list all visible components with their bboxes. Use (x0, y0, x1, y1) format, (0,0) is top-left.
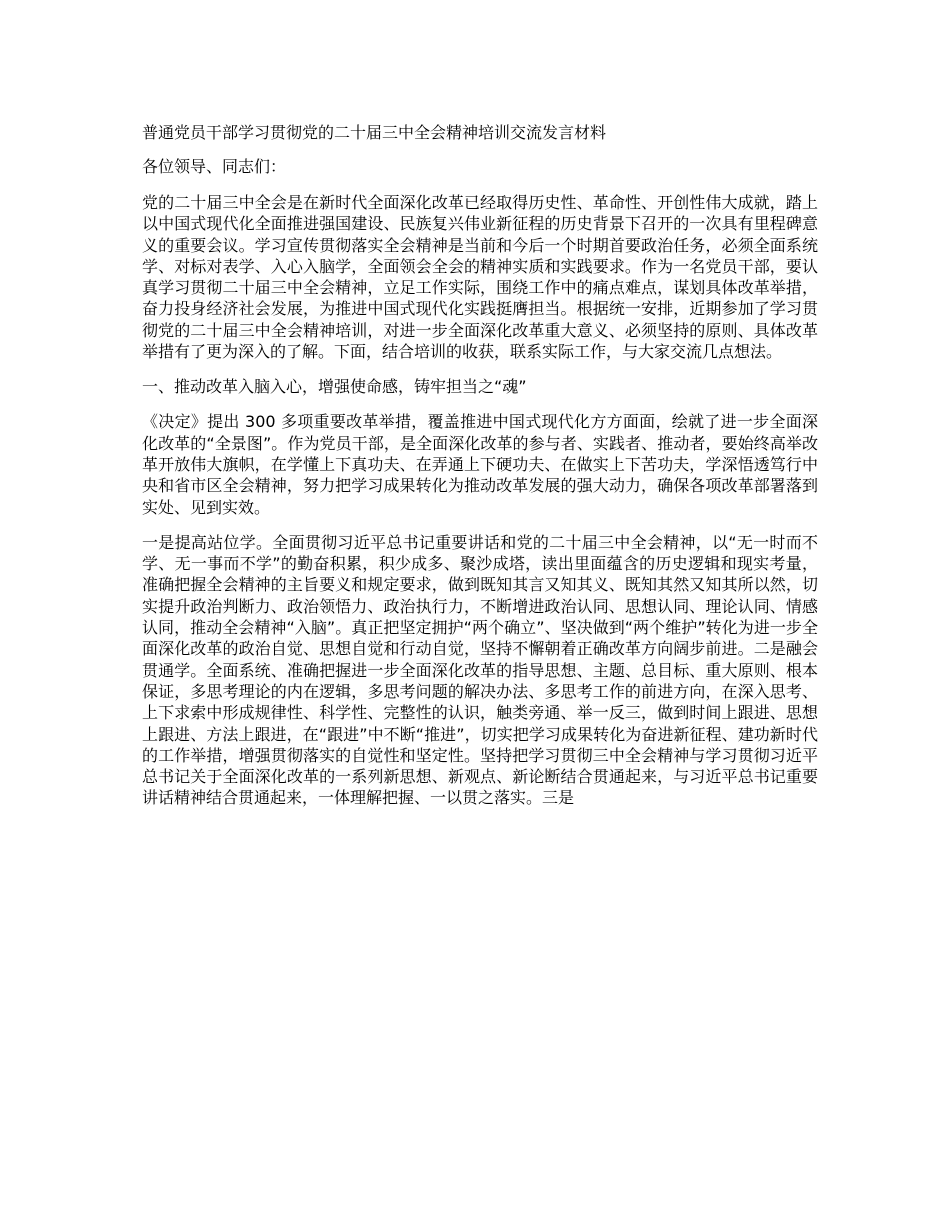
section-heading-1: 一、推动改革入脑入心，增强使命感，铸牢担当之“魂” (142, 377, 527, 397)
greeting: 各位领导、同志们： (142, 157, 287, 176)
document-title: 普通党员干部学习贯彻党的二十届三中全会精神培训交流发言材料 (142, 123, 607, 142)
document-body (142, 122, 818, 823)
intro-paragraph: 党的二十届三中全会是在新时代全面深化改革已经取得历史性、革命性、开创性伟大成就，踏上以中国式现代化全面推进强国建设、民族复兴伟业新征程的历史背景下召开的一次具有里程碑意义的重要会议。学习宣传贯彻落实全会精神是当前和今后一个时期首要政治任务，必须全面系统学、对标对表学、入心入脑学，全面领会全会的精神实质和实践要求。作为一名党员干部，要认真学习贯彻二十届三中全会精神，立足工作实际，围绕工作中的痛点难点，谋划具体改革举措，奋力投身经济社会发展，为推进中国式现代化实践挺膺担当。根据统一安排，近期参加了学习贯彻党的二十届三中全会精神培训，对进一步全面深化改革重大意义、必须坚持的原则、具体改革举措有了更为深入的了解。下面，结合培训的收获，联系实际工作，与大家交流几点想法。 (142, 193, 818, 362)
section1-paragraph-2: 一是提高站位学。全面贯彻习近平总书记重要讲话和党的二十届三中全会精神，以“无一时而不学、无一事而不学”的勤奋积累，积少成多、聚沙成塔，读出里面蕴含的历史逻辑和现实考量，准确把握全会精神的主旨要义和规定要求，做到既知其言又知其义、既知其然又知其所以然，切实提升政治判断力、政治领悟力、政治执行力，不断增进政治认同、思想认同、理论认同、情感认同，推动全会精神“入脑”。真正把坚定拥护“两个确立”、坚决做到“两个维护”转化为进一步全面深化改革的政治自觉、思想自觉和行动自觉，坚持不懈朝着正确改革方向阔步前进。二是融会贯通学。全面系统、准确把握进一步全面深化改革的指导思想、主题、总目标、重大原则、根本保证，多思考理论的内在逻辑，多思考问题的解决办法、多思考工作的前进方向，在深入思考、上下求索中形成规律性、科学性、完整性的认识，触类旁通、举一反三，做到时间上跟进、思想上跟进、方法上跟进，在“跟进”中不断“推进”，切实把学习成果转化为奋进新征程、建功新时代的工作举措，增强贯彻落实的自觉性和坚定性。坚持把学习贯彻三中全会精神与学习贯彻习近平总书记关于全面深化改革的一系列新思想、新观点、新论断结合贯通起来，与习近平总书记重要讲话精神结合贯通起来，一体理解把握、一以贯之落实。三是 (142, 532, 818, 808)
section1-paragraph-1: 《决定》提出 300 多项重要改革举措，覆盖推进中国式现代化方方面面，绘就了进一步全面深化改革的“全景图”。作为党员干部，是全面深化改革的参与者、实践者、推动者，要始终高举改革开放伟大旗帜，在学懂上下真功夫、在弄通上下硬功夫、在做实上下苦功夫，学深悟透笃行中央和省市区全会精神，努力把学习成果转化为推动改革发展的强大动力，确保各项改革部署落到实处、见到实效。 (142, 412, 818, 517)
